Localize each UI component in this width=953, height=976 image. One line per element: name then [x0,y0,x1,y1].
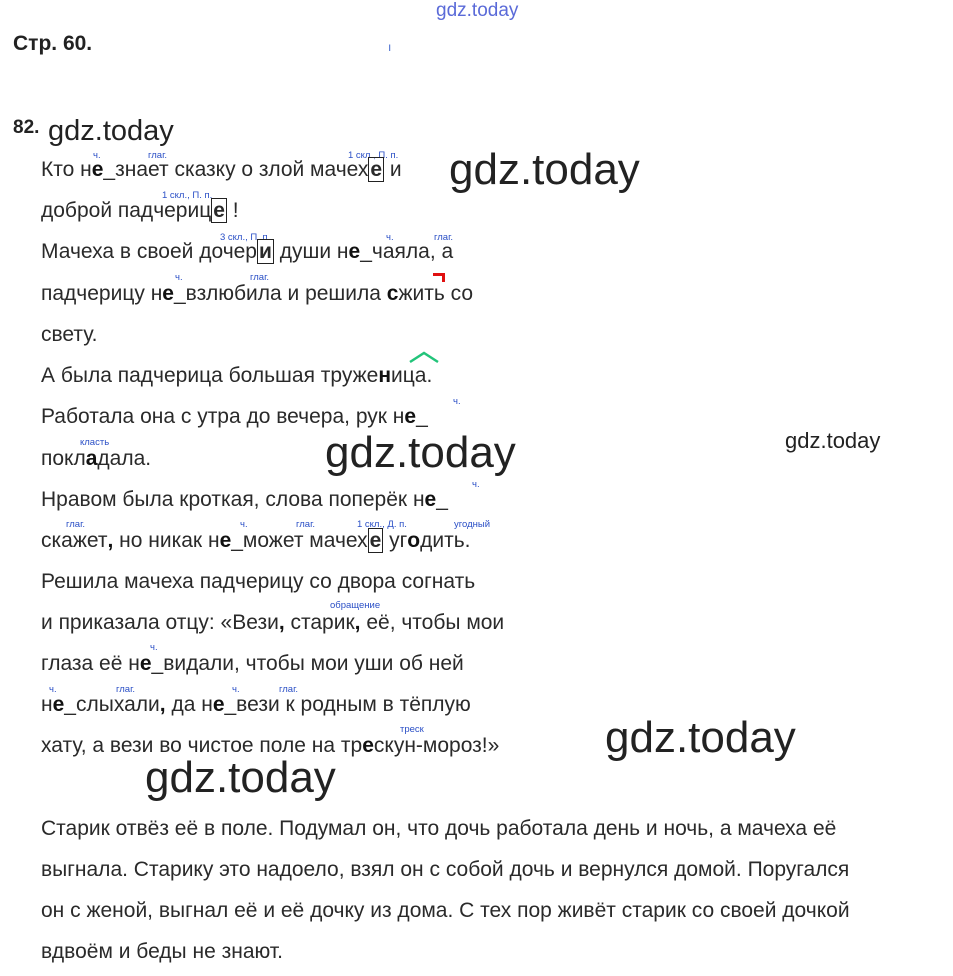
boxed-ending: е [213,199,225,222]
annotation-particle: ч. [49,684,57,695]
annotation-root-word: угодный [454,519,491,530]
text-line: доброй падчерице ! [41,199,239,222]
annotation-declension: 1 скл., П. п. [348,150,399,161]
paragraph-line: Старик отвёз её в поле. Подумал он, что дочь работала день и ночь, а мачеха её [41,817,837,840]
text-line: хату, а вези во чистое поле на трескун-мороз!» [41,734,500,757]
watermark: gdz.today [436,0,519,21]
suffix-mark [408,350,440,364]
text-line: А была падчерица большая труженица. [41,364,433,387]
annotation-particle: ч. [453,396,461,407]
text-line: Кто не_знает сказку о злой мачехе и [41,158,402,181]
annotation-particle: ч. [472,479,480,490]
boxed-ending: е [369,529,382,552]
annotation-declension: 3 скл., П. п. [220,232,271,243]
watermark: gdz.today [48,115,174,147]
text-line: и приказала отцу: «Вези, старик, её, чтобы мои [41,611,505,634]
watermark: gdz.today [325,428,516,477]
text-line: Решила мачеха падчерицу со двора согнать [41,570,476,593]
watermark: gdz.today [145,753,336,802]
boxed-ending: е [370,158,383,181]
page-title: Стр. 60. [13,32,93,55]
text-line: не_слыхали, да не_вези к родным в тёплую [41,693,471,716]
annotation-particle: ч. [93,150,101,161]
text-line: падчерицу не_взлюбила и решила сжить со [41,282,474,305]
watermark: gdz.today [785,428,881,453]
annotation-root-word: треск [400,724,424,735]
paragraph-line: он с женой, выгнал её и её дочку из дома. С тех пор живёт старик со своей дочкой [41,899,850,922]
annotation-verb: глаг. [250,272,270,283]
annotation-particle: ч. [150,642,158,653]
annotation-verb: глаг. [66,519,86,530]
text-line: Нравом была кроткая, слова поперёк не_ [41,488,448,511]
exercise-number: 82. [13,117,40,138]
tick-mark: ı [388,40,392,54]
annotation-verb: глаг. [148,150,168,161]
text-line: свету. [41,323,98,346]
annotation-particle: ч. [386,232,394,243]
text-line: глаза её не_видали, чтобы мои уши об ней [41,652,464,675]
annotation-root-word: класть [80,437,110,448]
text-line: покладала. [41,447,152,470]
annotation-verb: глаг. [279,684,299,695]
annotation-particle: ч. [232,684,240,695]
annotation-verb: глаг. [434,232,454,243]
text-line: Работала она с утра до вечера, рук не_ [41,405,428,428]
paragraph-line: выгнала. Старику это надоело, взял он с собой дочь и вернулся домой. Поругался [41,858,850,881]
annotation-verb: глаг. [296,519,316,530]
annotation-particle: ч. [240,519,248,530]
annotation-address: обращение [330,600,381,611]
paragraph-line: вдвоём и беды не знают. [41,940,283,963]
annotation-particle: ч. [175,272,183,283]
annotation-declension: 1 скл., Д. п. [357,519,407,530]
boxed-ending: и [259,240,272,263]
text-line: Мачеха в своей дочери души не_чаяла, а [41,240,454,263]
annotation-verb: глаг. [116,684,136,695]
watermark: gdz.today [449,145,640,194]
watermark: gdz.today [605,713,796,762]
annotation-declension: 1 скл., П. п. [162,190,213,201]
text-line: скажет, но никак не_может мачехе угодить. [41,529,471,552]
prefix-mark [433,273,445,282]
